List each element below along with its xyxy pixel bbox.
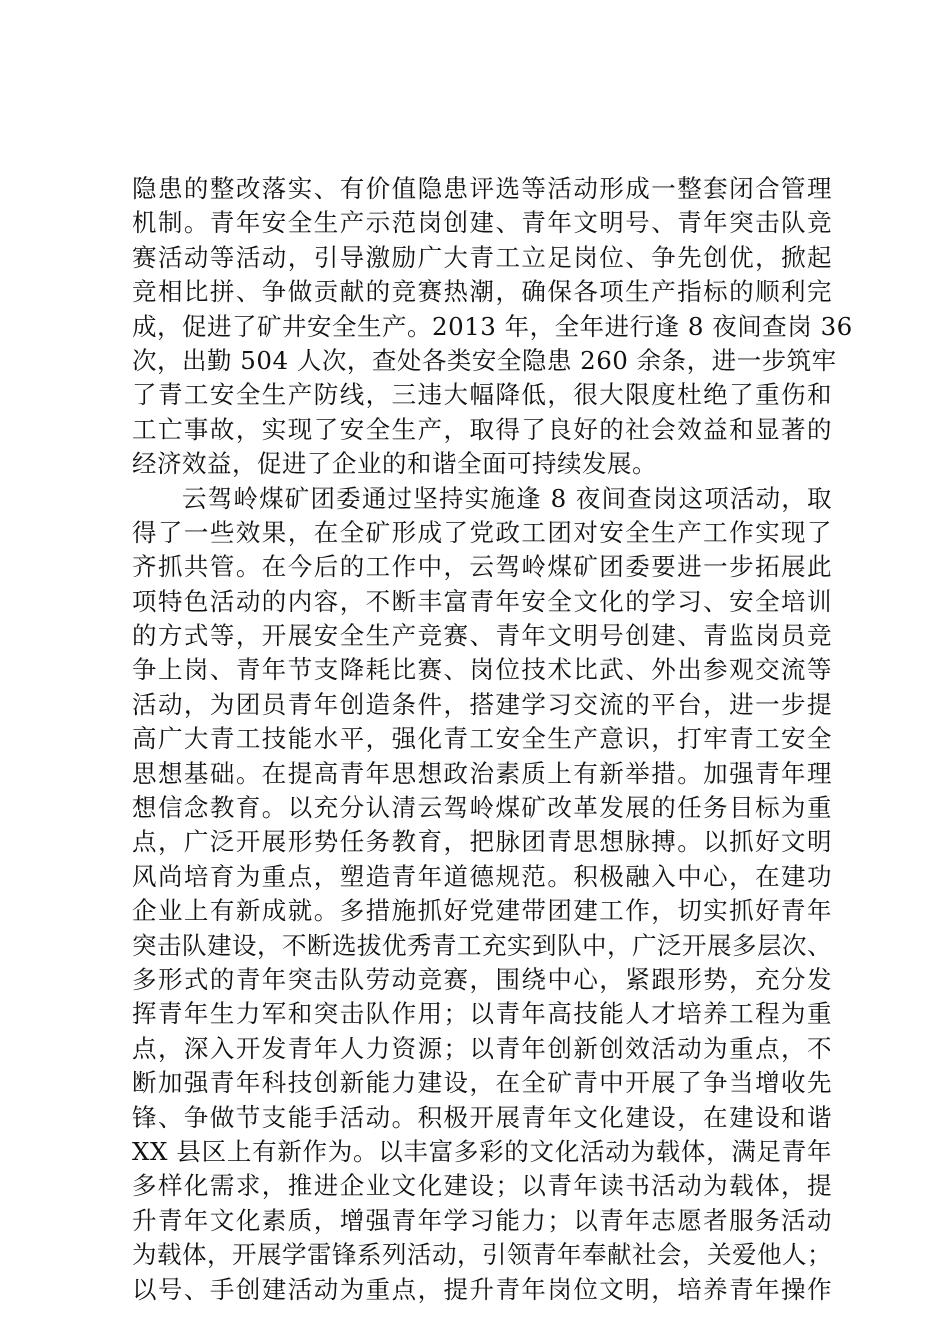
text-line: 为载体，开展学雷锋系列活动，引领青年奉献社会，关爱他人； — [132, 1240, 832, 1270]
text-line: XX 县区上有新作为。以丰富多彩的文化活动为载体，满足青年 — [132, 1136, 832, 1166]
text-line: 的方式等，开展安全生产竞赛、青年文明号创建、青监岗员竞 — [132, 621, 832, 651]
text-line: 点，深入开发青年人力资源；以青年创新创效活动为重点，不 — [132, 1033, 832, 1063]
text-line: 点，广泛开展形势任务教育，把脉团青思想脉搏。以抓好文明 — [132, 827, 832, 857]
text-line: 机制。青年安全生产示范岗创建、青年文明号、青年突击队竞 — [132, 208, 832, 238]
text-line: 企业上有新成就。多措施抓好党建带团建工作，切实抓好青年 — [132, 896, 832, 926]
text-line: 以号、手创建活动为重点，提升青年岗位文明，培养青年操作 — [132, 1274, 832, 1304]
body-text — [132, 172, 853, 1307]
text-line: 赛活动等活动，引导激励广大青工立足岗位、争先创优，掀起 — [132, 242, 832, 272]
text-line: 想信念教育。以充分认清云驾岭煤矿改革发展的任务目标为重 — [132, 793, 832, 823]
paragraph-1 — [132, 172, 853, 482]
text-line: 得了一些效果，在全矿形成了党政工团对安全生产工作实现了 — [132, 517, 832, 547]
text-line: 项特色活动的内容，不断丰富青年安全文化的学习、安全培训 — [132, 586, 832, 616]
text-line: 了青工安全生产防线，三违大幅降低，很大限度杜绝了重伤和 — [132, 380, 832, 410]
paragraph-2 — [132, 482, 832, 1307]
text-line: 思想基础。在提高青年思想政治素质上有新举措。加强青年理 — [132, 758, 832, 788]
text-line: 成，促进了矿井安全生产。2013 年，全年进行逢 8 夜间查岗 36 — [132, 311, 853, 341]
text-line: 工亡事故，实现了安全生产，取得了良好的社会效益和显著的 — [132, 414, 832, 444]
text-line: 风尚培育为重点，塑造青年道德规范。积极融入中心，在建功 — [132, 861, 832, 891]
text-line: 挥青年生力军和突击队作用；以青年高技能人才培养工程为重 — [132, 999, 832, 1029]
text-line: 升青年文化素质，增强青年学习能力；以青年志愿者服务活动 — [132, 1205, 832, 1235]
text-line: 多形式的青年突击队劳动竞赛，围绕中心，紧跟形势，充分发 — [132, 964, 832, 994]
text-line: 竞相比拼、争做贡献的竞赛热潮，确保各项生产指标的顺利完 — [132, 277, 832, 307]
text-line: 齐抓共管。在今后的工作中，云驾岭煤矿团委要进一步拓展此 — [132, 552, 832, 582]
text-line: 高广大青工技能水平，强化青工安全生产意识，打牢青工安全 — [132, 724, 832, 754]
text-line: 争上岗、青年节支降耗比赛、岗位技术比武、外出参观交流等 — [132, 655, 832, 685]
text-line: 活动，为团员青年创造条件，搭建学习交流的平台，进一步提 — [132, 689, 832, 719]
text-line: 突击队建设，不断选拔优秀青工充实到队中，广泛开展多层次、 — [132, 930, 832, 960]
text-line: 隐患的整改落实、有价值隐患评选等活动形成一整套闭合管理 — [132, 174, 832, 203]
text-line: 断加强青年科技创新能力建设，在全矿青中开展了争当增收先 — [132, 1068, 832, 1098]
text-line: 经济效益，促进了企业的和谐全面可持续发展。 — [132, 449, 657, 479]
text-line: 锋、争做节支能手活动。积极开展青年文化建设，在建设和谐 — [132, 1102, 832, 1132]
text-line: 云驾岭煤矿团委通过坚持实施逢 8 夜间查岗这项活动，取 — [182, 483, 832, 513]
text-line: 多样化需求，推进企业文化建设；以青年读书活动为载体，提 — [132, 1171, 832, 1201]
text-line: 次，出勤 504 人次，查处各类安全隐患 260 余条，进一步筑牢 — [132, 345, 837, 375]
